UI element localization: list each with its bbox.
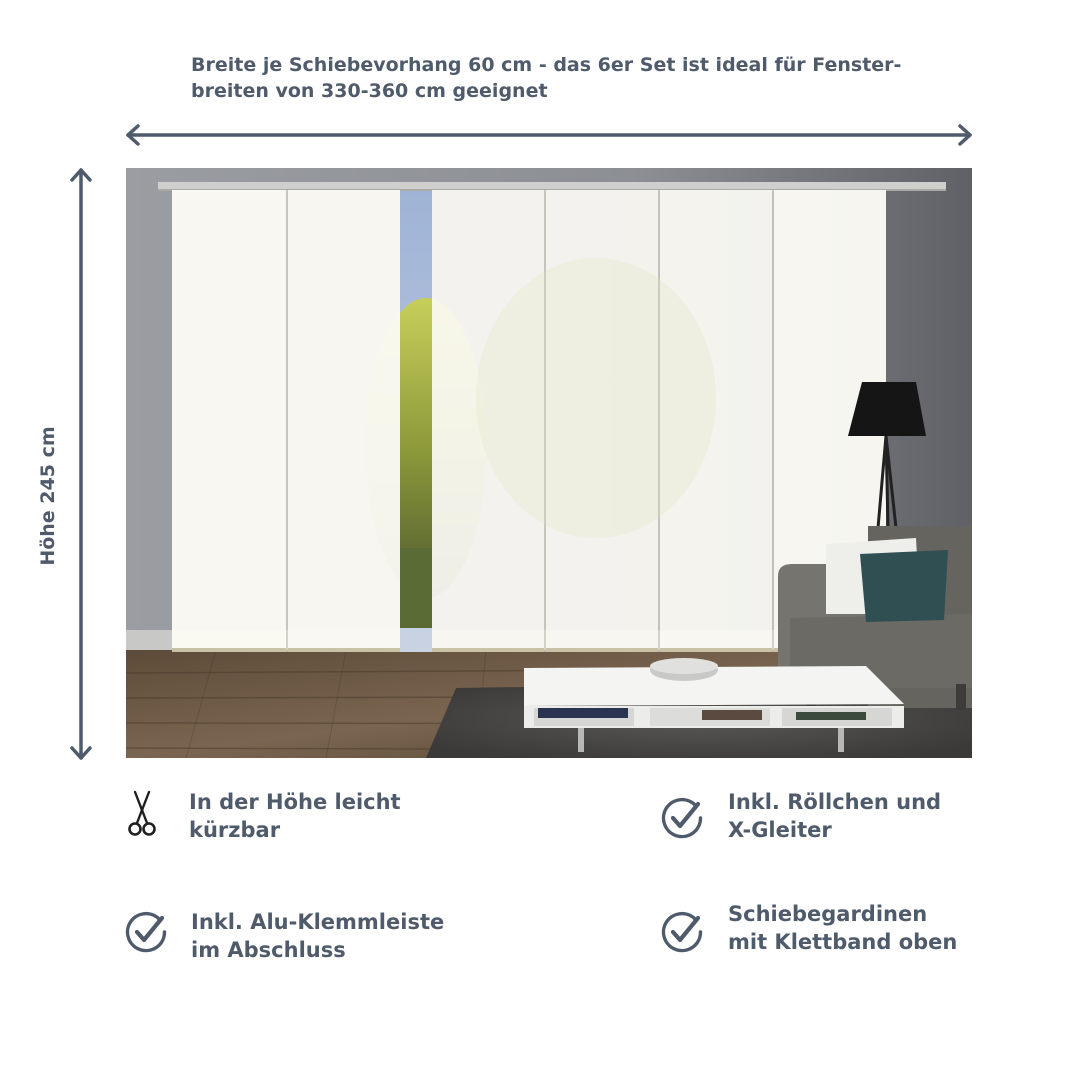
- feature-rollers: [660, 788, 990, 848]
- feature-text-line-1: Schiebegardinen: [728, 902, 928, 926]
- feature-text: [728, 900, 957, 956]
- feature-text-line-1: Inkl. Röllchen und: [728, 790, 942, 814]
- feature-text-line-2: X-Gleiter: [728, 818, 832, 842]
- feature-text: [191, 908, 444, 964]
- product-room-photo: [126, 168, 972, 758]
- check-circle-icon: [660, 910, 704, 954]
- feature-text: [728, 788, 941, 844]
- width-description-line-1: Breite je Schiebevorhang 60 cm - das 6er Set ist ideal für Fenster-: [191, 54, 902, 76]
- feature-text-line-2: im Abschluss: [191, 938, 346, 962]
- feature-text-line-1: In der Höhe leicht: [189, 790, 401, 814]
- width-description-line-2: breiten von 330-360 cm geeignet: [191, 80, 548, 102]
- curtain-panel: [288, 190, 400, 652]
- height-label: Höhe 245 cm: [37, 426, 59, 566]
- feature-shortenable: [124, 788, 454, 848]
- scissors-icon: [126, 790, 158, 838]
- feature-clamp-rail: [124, 908, 484, 968]
- feature-text-line-2: kürzbar: [189, 818, 281, 842]
- feature-velcro: [660, 900, 990, 960]
- check-circle-icon: [124, 910, 168, 954]
- check-circle-icon: [660, 796, 704, 840]
- height-arrow-icon: [70, 166, 92, 762]
- width-arrow-icon: [124, 124, 974, 146]
- curtain-panel: [172, 190, 286, 650]
- feature-text-line-1: Inkl. Alu-Klemmleiste: [191, 910, 445, 934]
- width-description: [191, 52, 911, 104]
- curtain-track: [158, 182, 946, 190]
- feature-text-line-2: mit Klettband oben: [728, 930, 958, 954]
- feature-text: [189, 788, 401, 844]
